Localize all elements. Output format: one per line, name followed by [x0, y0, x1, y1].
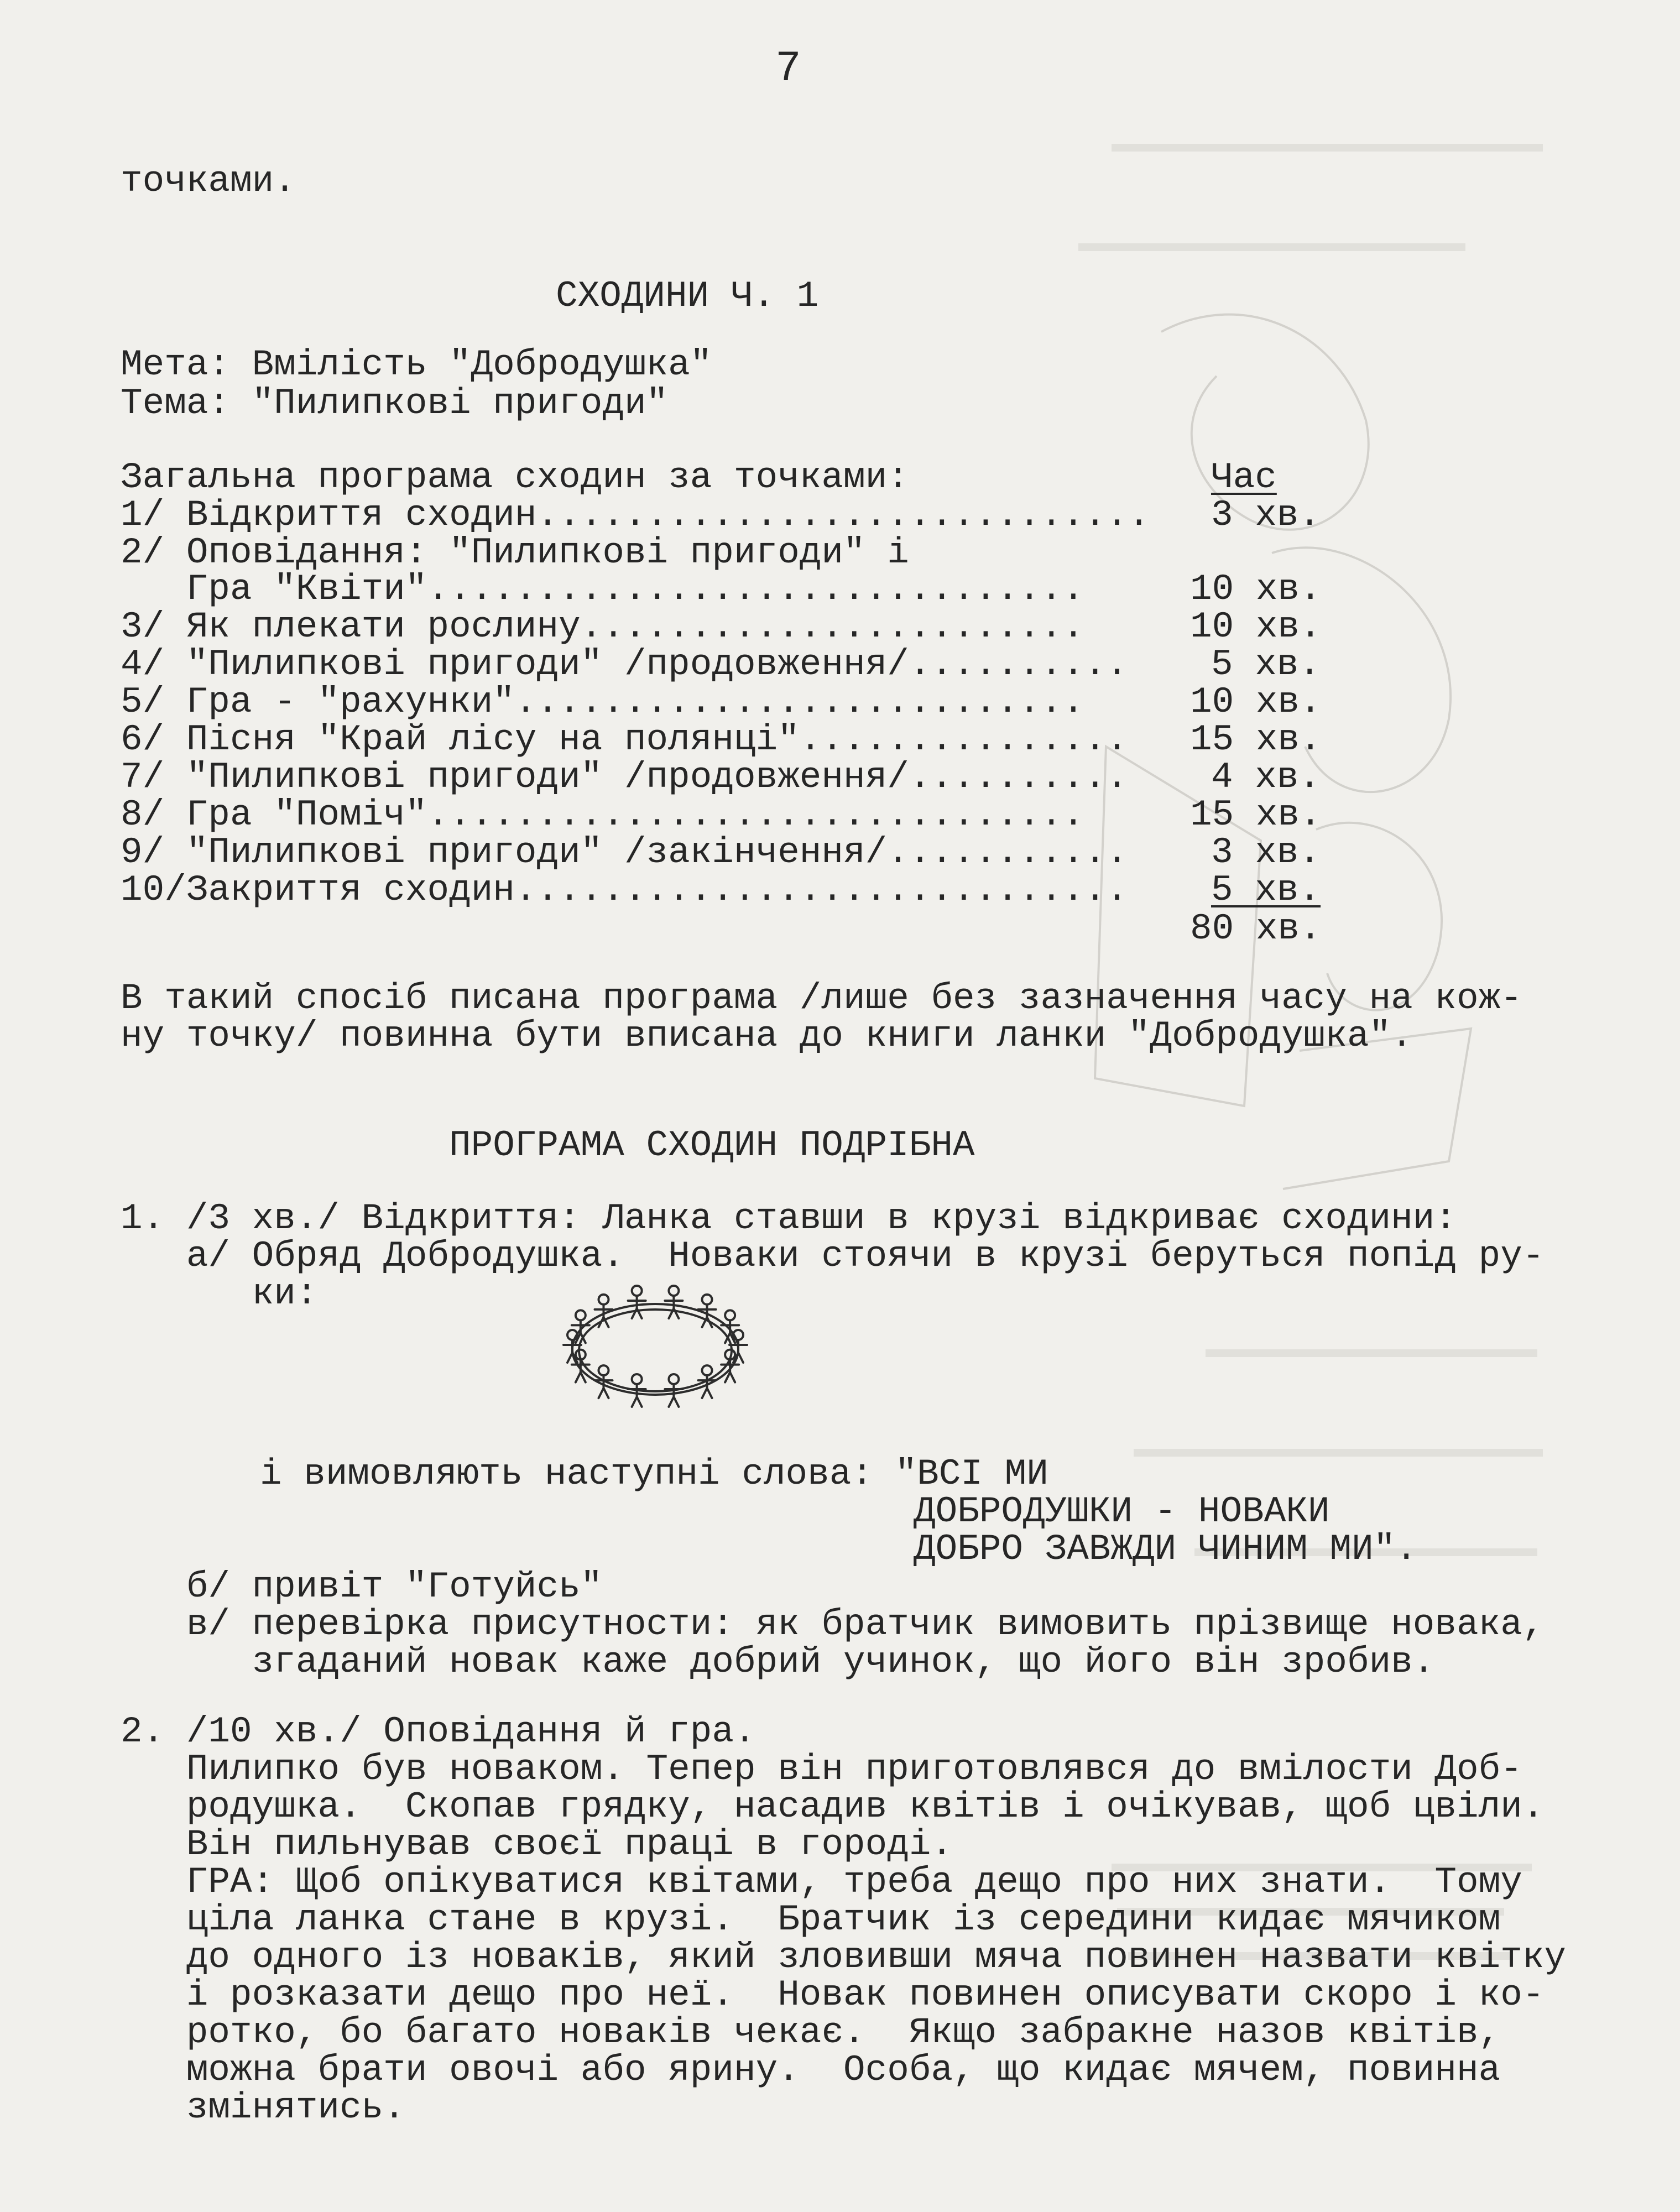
point-2-line: ціла ланка стане в крузі. Братчик із середини кидає мячиком	[121, 1899, 1501, 1940]
note-line-1: В такий спосіб писана програма /лише без зазначення часу на кож-	[121, 978, 1522, 1019]
page-number: 7	[775, 45, 801, 93]
program-item-time: 15 хв.	[1190, 719, 1322, 760]
recite-intro-line: і вимовляють наступні слова: "ВСІ МИ	[260, 1453, 1048, 1495]
point-1-v-line-1: в/ перевірка присутности: як братчик вимовить прізвище новака,	[121, 1604, 1545, 1645]
child-figure	[628, 1286, 646, 1318]
meta-line: Мета: Вмілість "Добродушка"	[121, 344, 712, 385]
program-item-label: 10/Закриття сходин............................	[121, 869, 1128, 911]
program-item-time: 5 хв.	[1211, 869, 1321, 911]
program-item-time: 15 хв.	[1190, 794, 1322, 836]
point-2-line: можна брати овочі або ярину. Особа, що кидає мячем, повинна	[121, 2049, 1501, 2091]
point-2-line: ротко, бо багато новаків чекає. Якщо забракне назов квітів,	[121, 2012, 1501, 2053]
program-item-time: 5 хв.	[1211, 644, 1321, 685]
program-item-label: 8/ Гра "Поміч"..............................	[121, 794, 1084, 836]
program-item-time: 10 хв.	[1190, 568, 1322, 610]
program-item-label: 5/ Гра - "рахунки"..........................	[121, 681, 1084, 723]
detailed-program-heading: ПРОГРАМА СХОДИН ПОДРІБНА	[449, 1125, 975, 1166]
recite-line-2: ДОБРОДУШКИ - НОВАКИ	[914, 1491, 1330, 1532]
program-item-label: 9/ "Пилипкові пригоди" /закінчення/...........	[121, 832, 1128, 873]
point-1-line-3: ки:	[121, 1273, 318, 1314]
point-1-b-line: б/ привіт "Готуйсь"	[121, 1566, 603, 1608]
point-2-line: Він пильнував своєї праці в городі.	[121, 1824, 953, 1865]
child-figure	[665, 1286, 682, 1318]
program-item-label: 2/ Оповідання: "Пилипкові пригоди" і	[121, 532, 909, 573]
program-total: 80 хв.	[1190, 908, 1322, 950]
program-item-label: 6/ Пісня "Край лісу на полянці"...............	[121, 719, 1128, 760]
point-2-line: 2. /10 хв./ Оповідання й гра.	[121, 1711, 756, 1752]
program-item-time: 10 хв.	[1190, 681, 1322, 723]
meeting-title: СХОДИНИ Ч. 1	[556, 275, 819, 317]
program-item-time: 10 хв.	[1190, 606, 1322, 648]
program-heading: Загальна програма сходин за точками:	[121, 457, 909, 498]
point-2-line: до одного із новаків, який зловивши мяча повинен назвати квітку	[121, 1937, 1567, 1978]
theme-line: Тема: "Пилипкові пригоди"	[121, 383, 669, 424]
program-item-time: 3 хв.	[1211, 494, 1321, 536]
program-item-label: 7/ "Пилипкові пригоди" /продовження/..........	[121, 757, 1128, 798]
point-2-line: Пилипко був новаком. Тепер він приготовлявся до вмілости Доб-	[121, 1749, 1522, 1790]
program-item-label: Гра "Квіти"..............................	[121, 568, 1084, 610]
note-line-2: ну точку/ повинна бути вписана до книги ланки "Добродушка".	[121, 1015, 1413, 1057]
point-2-line: ГРА: Щоб опікуватися квітами, треба дещо про них знати. Тому	[121, 1861, 1522, 1903]
program-item-label: 3/ Як плекати рослину.......................	[121, 606, 1084, 648]
program-item-time: 3 хв.	[1211, 832, 1321, 873]
point-2-line: і розказати дещо про неї. Новак повинен описувати скоро і ко-	[121, 1974, 1545, 2016]
intro-tail-text: точками.	[121, 160, 296, 202]
children-circle-illustration	[545, 1266, 766, 1432]
point-2-line: родушка. Скопав грядку, насадив квітів і очікував, щоб цвіли.	[121, 1786, 1545, 1828]
program-item-time: 4 хв.	[1211, 757, 1321, 798]
program-item-label: 4/ "Пилипкові пригоди" /продовження/..........	[121, 644, 1128, 685]
point-1-v-line-2: згаданий новак каже добрий учинок, що його він зробив.	[121, 1641, 1435, 1683]
time-column-header: Час	[1211, 457, 1277, 498]
point-1-line-2: а/ Обряд Добродушка. Новаки стоячи в крузі беруться попід ру-	[121, 1235, 1545, 1277]
point-2-line: змінятись.	[121, 2087, 405, 2128]
point-1-line-1: 1. /3 хв./ Відкриття: Ланка ставши в крузі відкриває сходини:	[121, 1198, 1457, 1239]
program-item-label: 1/ Відкриття сходин............................	[121, 494, 1150, 536]
recite-line-3: ДОБРО ЗАВЖДИ ЧИНИМ МИ".	[914, 1528, 1417, 1570]
